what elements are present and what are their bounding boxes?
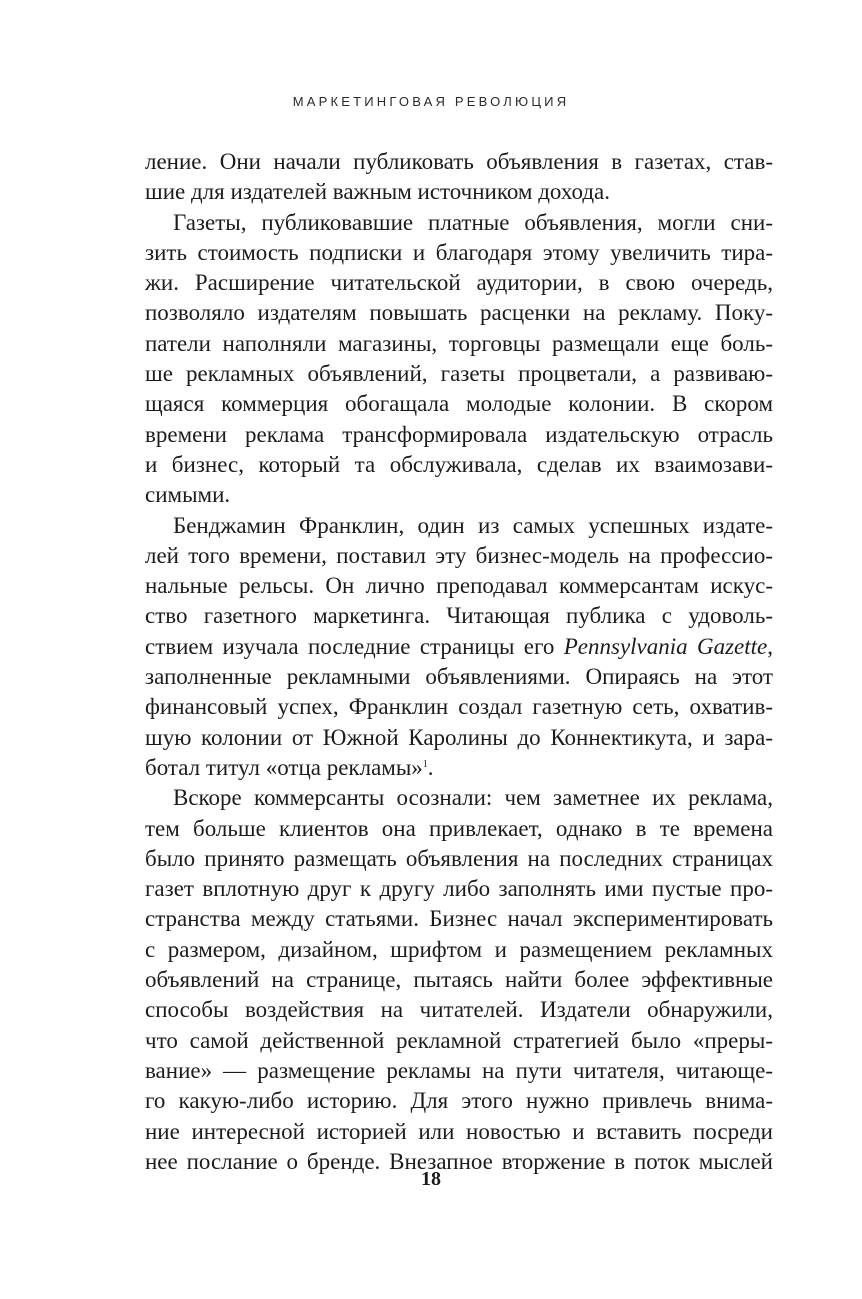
text-line: заполненные рекламными объявлениями. Опираясь на этот xyxy=(145,664,773,690)
text-line: ше рекламных объявлений, газеты процветали, а развиваю- xyxy=(145,361,773,387)
text-line: вание» — размещение рекламы на пути читателя, читающе- xyxy=(145,1057,773,1083)
text-line: способы воздействия на читателей. Издатели обнаружили, xyxy=(145,997,773,1023)
page-number: 18 xyxy=(421,1168,441,1190)
text-line: лей того времени, поставил эту бизнес-модель на профессио- xyxy=(145,542,773,568)
text-line: времени реклама трансформировала издательскую отрасль xyxy=(145,421,773,447)
text-line: объявлений на странице, пытаясь найти более эффективные xyxy=(145,967,773,993)
footnote-marker[interactable]: 1 xyxy=(422,758,428,770)
text-line: тем больше клиентов она привлекает, однако в те времена xyxy=(145,815,773,841)
text-segment: ботал титул «отца рекламы» xyxy=(145,754,423,780)
text-line: было принято размещать объявления на последних страницах xyxy=(145,845,773,871)
paragraph-4 xyxy=(145,783,773,1177)
text-segment: . xyxy=(427,754,434,780)
text-line: нальные рельсы. Он лично преподавал коммерсантам искус- xyxy=(145,573,773,599)
newspaper-title: Pennsylvania Gazette xyxy=(563,633,768,659)
text-line: ние интересной историей или новостью и вставить посреди xyxy=(145,1118,773,1144)
text-line: го какую-либо историю. Для этого нужно привлечь внима- xyxy=(145,1088,773,1114)
text-segment: ствием изучала последние страницы его xyxy=(145,633,564,659)
text-line: нее послание о бренде. Внезапное вторжение в поток мыслей xyxy=(145,1148,773,1174)
text-line-with-footnote xyxy=(145,753,773,783)
paragraph-1 xyxy=(145,147,773,208)
text-line: шие для издателей важным источником дохода. xyxy=(145,179,610,205)
text-line: симыми. xyxy=(145,482,231,508)
body-text xyxy=(145,147,773,1177)
text-line: газет вплотную друг к другу либо заполнять ими пустые про- xyxy=(145,876,773,902)
text-line: странства между статьями. Бизнес начал экспериментировать xyxy=(145,906,773,932)
text-line: с размером, дизайном, шрифтом и размещением рекламных xyxy=(145,936,773,962)
text-segment: , xyxy=(767,633,773,659)
text-line: патели наполняли магазины, торговцы размещали еще боль- xyxy=(145,330,773,356)
text-line: и бизнес, который та обслуживала, сделав их взаимозави- xyxy=(145,451,773,477)
text-line: финансовый успех, Франклин создал газетную сеть, охватив- xyxy=(145,694,773,720)
text-line: Бенджамин Франклин, один из самых успешных издате- xyxy=(173,512,773,538)
text-line: Газеты, публиковавшие платные объявления, могли сни- xyxy=(173,209,773,235)
paragraph-3 xyxy=(145,511,773,784)
text-line-with-italic xyxy=(145,632,773,662)
text-line: шую колонии от Южной Каролины до Коннектикута, и зара- xyxy=(145,724,773,750)
text-line: ство газетного маркетинга. Читающая публика с удоволь- xyxy=(145,603,773,629)
text-line: позволяло издателям повышать расценки на рекламу. Поку- xyxy=(145,300,773,326)
running-head: МАРКЕТИНГОВАЯ РЕВОЛЮЦИЯ xyxy=(292,94,570,109)
text-line: Вскоре коммерсанты осознали: чем заметнее их реклама, xyxy=(173,785,773,811)
text-line: жи. Расширение читательской аудитории, в свою очередь, xyxy=(145,270,773,296)
text-line: ление. Они начали публиковать объявления в газетах, став- xyxy=(145,149,773,174)
paragraph-2 xyxy=(145,208,773,511)
text-line: зить стоимость подписки и благодаря этому увеличить тира- xyxy=(145,239,773,265)
text-line: щаяся коммерция обогащала молодые колонии. В скором xyxy=(145,391,773,417)
text-line: что самой действенной рекламной стратегией было «преры- xyxy=(145,1027,773,1053)
